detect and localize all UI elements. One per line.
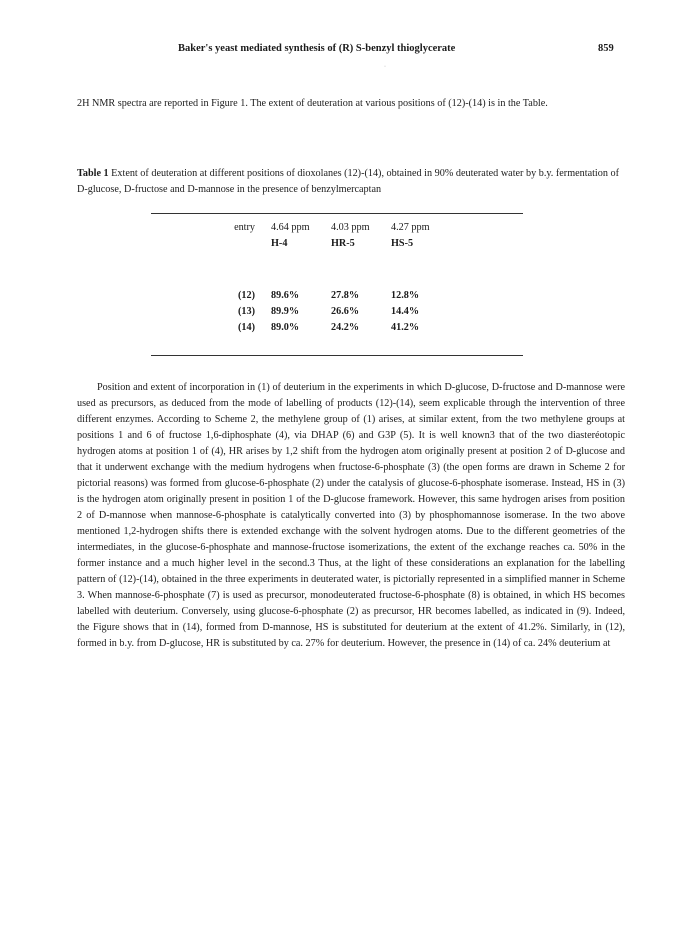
- table-top-rule: [151, 213, 523, 214]
- header-cell: HR-5: [331, 238, 355, 249]
- value-cell: 89.6%: [271, 290, 300, 301]
- table-caption: [77, 166, 632, 198]
- table-bottom-rule: [151, 355, 523, 356]
- table-row: [225, 322, 451, 338]
- table-caption-text: Extent of deuteration at different positions of dioxolanes (12)-(14), obtained in 90% deuterated water by b.y. fermentation of D-glucose, D-fructose and D-mannose in the presence of benzylmercaptan: [77, 168, 619, 195]
- value-cell: 14.4%: [391, 306, 420, 317]
- entry-cell: (12): [238, 290, 255, 301]
- header-cell: 4.64 ppm: [271, 222, 310, 233]
- value-cell: 24.2%: [331, 322, 360, 333]
- entry-cell: (14): [238, 322, 255, 333]
- value-cell: 26.6%: [331, 306, 360, 317]
- header-cell: HS-5: [391, 238, 414, 249]
- value-cell: 89.9%: [271, 306, 300, 317]
- page-number: 859: [598, 43, 614, 54]
- header-cell: [225, 238, 271, 254]
- header-cell: 4.27 ppm: [391, 222, 430, 233]
- table-row: [225, 306, 451, 322]
- table-spacer-row: [225, 254, 451, 290]
- table-caption-label: Table 1: [77, 168, 109, 179]
- header-cell: 4.03 ppm: [331, 222, 370, 233]
- intro-text: NMR spectra are reported in Figure 1. The extent of deuteration at various positions of (12)-(14) is in the Table.: [92, 98, 548, 109]
- body-paragraph: Position and extent of incorporation in (1) of deuterium in the experiments in which D-glucose, D-fructose and D-mannose were used as precursors, as deduced from the mode of labelling of products (12)-(14), seem explicable through the intervention of three different enzymes. According to Scheme 2, the methylene group of (1) arises, at similar extent, from the two methylene groups at positions 1 and 6 of fructose 1,6-diphosphate (4), via DHAP (6) and G3P (5). It is well known3 that of the two diasteréotopic hydrogen atoms at position 1 of (4), HR arises by 1,2 shift from the hydrogen atom originally present at position 2 of D-glucose and that it underwent exchange with the medium hydrogens when fructose-6-phosphate (3) (the open forms are drawn in Scheme 2 for pictorial reasons) was formed from glucose-6-phosphate (2) under the catalysis of glucose-6-phosphate isomerase. Instead, HS in (3) is the hydrogen atom originally present in position 1 of the D-glucose framework. However, this same hydrogen arises from position 2 of D-mannose when mannose-6-phosphate is catalytically converted into (3) by phosphomannose isomerase. In the two above mentioned 1,2-hydrogen shifts there is extended exchange with the solvent hydrogen atoms. Due to the different geometries of the intermediates, in the glucose-6-phosphate and mannose-fructose isomerizations, the extent of the exchange reaches ca. 50% in the former instance and a much higher level in the second.3 Thus, at the light of these considerations an explanation for the labelling pattern of (12)-(14), obtained in the three experiments in deuterated water, is pictorially represented in a simplified manner in Scheme 3. When mannose-6-phosphate (7) is used as precursor, monodeuterated fructose-6-phosphate (8) is obtained, in which HS becomes labelled with deuterium. Conversely, using glucose-6-phosphate (2) as precursor, HR becomes labelled, as indicated in (9). Indeed, the Figure shows that in (14), formed from D-mannose, HS is substituted for deuterium at the extent of 41.2%. Similarly, in (12), formed in b.y. from D-glucose, HR is substituted by ca. 27% for deuterium. However, the presence in (14) of ca. 24% deuterium at: [77, 382, 625, 649]
- intro-prefix: 2H: [77, 98, 90, 109]
- table-header-row-2: [225, 238, 451, 254]
- value-cell: 27.8%: [331, 290, 360, 301]
- value-cell: 89.0%: [271, 322, 300, 333]
- header-cell: entry: [234, 222, 255, 233]
- intro-paragraph: [77, 96, 625, 112]
- body-text: [77, 380, 625, 652]
- value-cell: 12.8%: [391, 290, 420, 301]
- deuteration-table: [225, 222, 451, 338]
- table-row: [225, 290, 451, 306]
- header-cell: H-4: [271, 238, 288, 249]
- entry-cell: (13): [238, 306, 255, 317]
- value-cell: 41.2%: [391, 322, 420, 333]
- speck-mark: ·: [384, 64, 386, 70]
- table-header-row-1: [225, 222, 451, 238]
- running-title: Baker's yeast mediated synthesis of (R) S-benzyl thioglycerate: [178, 43, 456, 54]
